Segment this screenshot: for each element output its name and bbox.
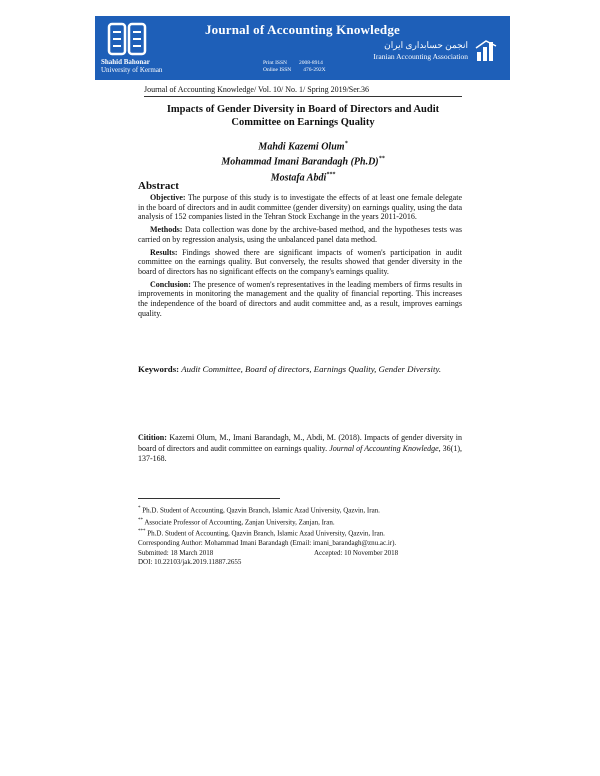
citation-text: Kazemi Olum, M., Imani Barandagh, M., Abdi, M. (2018). Impacts of gender diversity in board of directors and audit committee on earnings quality. — [138, 433, 463, 453]
abstract-heading: Abstract — [138, 180, 179, 192]
footnote-3 — [138, 527, 468, 539]
results-text: Findings showed there are significant impacts of women's participation in audit committee on the earnings quality. But conversely, the results showed that gender diversity in the board of directors has no significant effects on the company's earnings quality. — [138, 247, 462, 276]
submitted-date: Submitted: 18 March 2018 — [138, 548, 214, 557]
accepted-date: Accepted: 10 November 2018 — [314, 548, 399, 557]
association-name-fa: انجمن حسابداری ایران — [384, 40, 468, 50]
footnotes — [138, 504, 468, 567]
issn-block — [263, 60, 326, 74]
author-3: Mostafa Abdi — [270, 171, 327, 183]
footnote-1-mark: * — [138, 506, 141, 511]
print-issn-value: 2008-8914 — [299, 60, 323, 66]
methods-paragraph — [138, 225, 462, 244]
university-name: Shahid Bahonar — [101, 58, 150, 66]
methods-label: Methods: — [150, 225, 183, 235]
author-2-mark: ** — [378, 156, 385, 163]
header-rule — [144, 96, 462, 97]
footnote-1-text: Ph.D. Student of Accounting, Qazvin Branch, Islamic Azad University, Qazvin, Iran. — [142, 506, 380, 515]
objective-paragraph — [138, 193, 462, 222]
author-1: Mahdi Kazemi Olum — [258, 141, 345, 153]
title-line-2: Committee on Earnings Quality — [231, 117, 375, 128]
methods-text: Data collection was done by the archive-based method, and the hypotheses tests was carried on by regression analysis, using the unbalanced panel data method. — [138, 225, 462, 244]
citation-journal: Journal of Accounting Knowledge — [329, 443, 439, 453]
footnote-2-text: Associate Professor of Accounting, Zanjan University, Zanjan, Iran. — [144, 518, 335, 527]
keywords — [138, 363, 462, 375]
print-issn-label: Print ISSN — [263, 60, 287, 66]
results-paragraph — [138, 248, 462, 277]
author-list — [144, 138, 462, 184]
corresponding-author: Corresponding Author: Mohammad Imani Barandagh (Email: imani_barandagh@znu.ac.ir). — [138, 539, 397, 548]
footnote-1 — [138, 504, 468, 516]
objective-label: Objective: — [150, 193, 186, 202]
association-logo-icon — [474, 38, 500, 64]
footnote-3-mark: *** — [138, 529, 146, 535]
keywords-label: Keywords: — [138, 364, 180, 374]
citation-label: Citition: — [138, 433, 167, 442]
association-name-en: Iranian Accounting Association — [373, 52, 468, 61]
running-header: Journal of Accounting Knowledge/ Vol. 10/ No. 1/ Spring 2019/Ser.36 — [144, 85, 370, 94]
article-title — [144, 103, 462, 129]
online-issn-value: 476-292X — [303, 67, 326, 73]
author-1-mark: * — [344, 141, 348, 147]
author-2: Mohammad Imani Barandagh (Ph.D) — [221, 156, 379, 168]
conclusion-label: Conclusion: — [150, 279, 191, 289]
title-line-1: Impacts of Gender Diversity in Board of Directors and Audit — [166, 104, 440, 115]
footnote-rule — [138, 498, 280, 499]
conclusion-paragraph — [138, 280, 462, 319]
citation-tail: , 36(1), 137-168. — [138, 443, 463, 463]
doi: DOI: 10.22103/jak.2019.11887.2655 — [138, 558, 242, 567]
online-issn-label: Online ISSN — [263, 67, 292, 73]
journal-title: Journal of Accounting Knowledge — [204, 22, 401, 37]
conclusion-text: The presence of women's representatives in the leading members of firms results in improvements in monitoring the management and the quality of financial reporting. This increases the independence of the board of directors and audit committee and, as a result, improves earnings quality. — [138, 279, 462, 318]
author-3-mark: *** — [326, 171, 336, 178]
dates-line — [138, 549, 468, 558]
footnote-2-mark: ** — [138, 517, 143, 523]
results-label: Results: — [150, 247, 178, 257]
abstract-body — [138, 193, 462, 321]
footnote-3-text: Ph.D. Student of Accounting, Qazvin Branch, Islamic Azad University, Qazvin, Iran. — [147, 529, 385, 538]
citation — [138, 433, 462, 465]
journal-banner — [95, 16, 510, 80]
footnote-2 — [138, 516, 468, 528]
university-subtitle: University of Kerman — [101, 66, 163, 74]
objective-text: The purpose of this study is to investigate the effects of at least one female delegate in the board of directors and in audit committee (gender diversity) on earnings quality, using the data analysis of 152 companies listed in the Tehran Stock Exchange in the years 2011-2016. — [138, 193, 462, 222]
keywords-text: Audit Committee, Board of directors, Earnings Quality, Gender Diversity. — [181, 364, 442, 374]
